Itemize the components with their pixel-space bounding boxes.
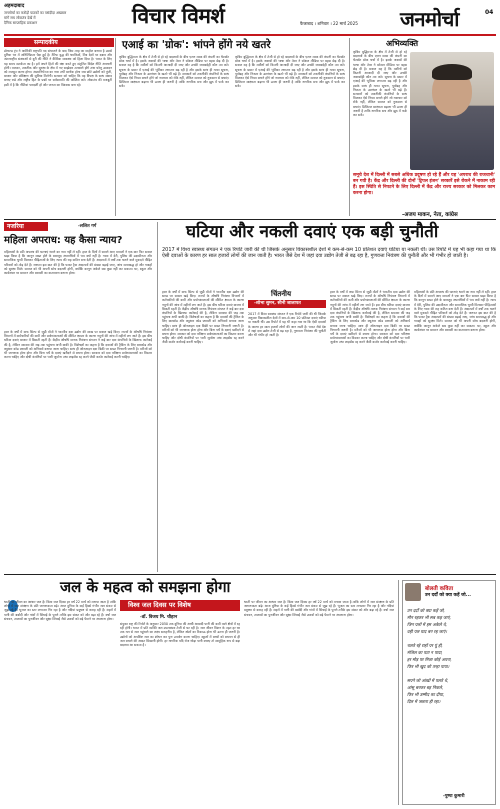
divider-4 bbox=[398, 580, 399, 805]
lead-body-col2: कृत्रिम बुद्धिमत्ता के क्षेत्र में तेजी से हो रहे बदलावों के बीच एलन मस्क की कंपनी का चैटबॉट ग्रोक चर्चा में है। इसके जवाबों की भाषा और तेवर ने सोशल मीडिया पर बहस छेड़ दी है। सवाल यह है कि मशीनों को कितनी आजादी दी जाए और उनकी जवाबदेही कौन तय करे। सूचना के प्रसार में एआई की भूमिका लगातार बढ़ रही है और इसके साथ ही गलत सूचना, पूर्वाग्रह और निजता के उल्लंघन के खतरे भी बढ़े हैं। सरकारों को तकनीकी कंपनियों के साथ मिलकर ऐसे नियम बनाने होंगे जो नवाचार को रोकें नहीं, लेकिन समाज को नुकसान से बचाएं। डिजिटल साक्षरता बढ़ाना भी उतना ही जरूरी है ताकि नागरिक सच और झूठ में फर्क कर सकें। bbox=[235, 55, 345, 89]
abhivyakti-side-text: कृत्रिम बुद्धिमत्ता के क्षेत्र में तेजी से हो रहे बदलावों के बीच एलन मस्क की कंपनी का चैटबॉट ग्रोक चर्चा में है। इसके जवाबों की भाषा और तेवर ने सोशल मीडिया पर बहस छेड़ दी है। सवाल यह है कि मशीनों को कितनी आजादी दी जाए और उनकी जवाबदेही कौन तय करे। सूचना के प्रसार में एआई की भूमिका लगातार बढ़ रही है और इसके साथ ही गलत सूचना, पूर्वाग्रह और निजता के उल्लंघन के खतरे भी बढ़े हैं। सरकारों को तकनीकी कंपनियों के साथ मिलकर ऐसे नियम बनाने होंगे जो नवाचार को रोकें नहीं, लेकिन समाज को नुकसान से बचाएं। डिजिटल साक्षरता बढ़ाना भी उतना ही जरूरी है ताकि नागरिक सच और झूठ में फर्क कर सकें। bbox=[353, 50, 407, 118]
feature-col-4: महिलाओं के प्रति अपराध की घटनाएं थमने का नाम नहीं ले रहीं। हाल के दिनों में सामने आए मामलों ने एक बार फिर सवाल खड़ा किया है कि कानून सख्त होने के बावजूद अपराधियों में भय क्यों नहीं है। न्याय में देरी, पुलिस की उदासीनता और सामाजिक चुप्पी मिलकर पीड़िताओं के लिए न्याय की राह कठिन बना देती हैं। अदालतों में वर्षों तक चलने वाले मुकदमे पीड़ित परिवारों को तोड़ देते हैं। जरूरत इस बात की है कि फास्ट ट्रैक अदालतों की संख्या बढ़ाई जाए, जांच समयबद्ध हो और गवाहों को सुरक्षा मिले। समाज को भी अपनी सोच बदलनी होगी, क्योंकि कानून अकेले सब कुछ नहीं कर सकता। घर, स्कूल और कार्यस्थल पर सम्मान और बराबरी का वातावरण बनाना होगा। bbox=[414, 290, 496, 332]
feature-col-1: हाल के वर्षों में कफ सिरप से जुड़ी मौतों ने भारतीय दवा उद्योग की साख पर सवाल खड़े किए। राज्यों के औषधि नियंत्रण विभागों में कर्मचारियों की कमी और प्रयोगशालाओं की सीमित क्षमता के कारण नमूनों की जांच में महीनों लग जाते हैं। इस बीच घटिया दवाएं बाजार में बिकती रहती हैं। केंद्रीय औषधि मानक नियंत्रण संगठन ने कई बार दवा कंपनियों के खिलाफ कार्रवाई की है, लेकिन समस्या की जड़ तक पहुंचना अभी बाकी है। विशेषज्ञों का कहना है कि दवाओं की ट्रैकिंग के लिए बारकोड और क्यूआर कोड प्रणाली को अनिवार्य बनाया जाना चाहिए। साथ ही ऑनलाइन दवा बिक्री पर सख्त निगरानी जरूरी है। मरीजों को भी जागरूक होना होगा और बिना पर्चे के दवाएं खरीदने से बचना होगा। सरकार को दवा परीक्षण प्रयोगशालाओं का विस्तार करना चाहिए और दोषी कंपनियों पर भारी जुर्माना तथा लाइसेंस रद्द करने जैसी कठोर कार्रवाई करनी चाहिए। bbox=[162, 290, 244, 345]
feature-column-label: चिंतनीय bbox=[271, 290, 292, 298]
portrait-image bbox=[410, 52, 494, 170]
poet-thumb bbox=[405, 583, 421, 601]
lead-title: एआई का 'ग्रोक': भांपने होंगे नये खतरे bbox=[122, 39, 271, 51]
najariya-body-more: हाल के वर्षों में कफ सिरप से जुड़ी मौतों ने भारतीय दवा उद्योग की साख पर सवाल खड़े किए। राज्यों के औषधि नियंत्रण विभागों में कर्मचारियों की कमी और प्रयोगशालाओं की सीमित क्षमता के कारण नमूनों की जांच में महीनों लग जाते हैं। इस बीच घटिया दवाएं बाजार में बिकती रहती हैं। केंद्रीय औषधि मानक नियंत्रण संगठन ने कई बार दवा कंपनियों के खिलाफ कार्रवाई की है, लेकिन समस्या की जड़ तक पहुंचना अभी बाकी है। विशेषज्ञों का कहना है कि दवाओं की ट्रैकिंग के लिए बारकोड और क्यूआर कोड प्रणाली को अनिवार्य बनाया जाना चाहिए। साथ ही ऑनलाइन दवा बिक्री पर सख्त निगरानी जरूरी है। मरीजों को भी जागरूक होना होगा और बिना पर्चे के दवाएं खरीदने से बचना होगा। सरकार को दवा परीक्षण प्रयोगशालाओं का विस्तार करना चाहिए और दोषी कंपनियों पर भारी जुर्माना तथा लाइसेंस रद्द करने जैसी कठोर कार्रवाई करनी चाहिए। bbox=[4, 330, 152, 360]
poem-label: बोलती कविता bbox=[425, 586, 454, 592]
poem-box bbox=[402, 580, 496, 805]
water-left-body: धरती पर जीवन का आधार जल है। विश्व जल दिवस हर वर्ष 22 मार्च को मनाया जाता है ताकि लोगों में जल संरक्षण के प्रति जागरूकता बढ़े। आज दुनिया के कई हिस्से गंभीर जल संकट से जूझ रहे हैं। भूजल का स्तर लगातार गिर रहा है और नदियां प्रदूषण से कराह रही हैं। शहरों में पानी की बर्बादी और गांवों में सिंचाई के पुराने तरीके इस संकट को और बढ़ा रहे हैं। वर्षा जल संचयन, तालाबों का पुनर्जीवन और सूक्ष्म सिंचाई जैसे उपायों को बड़े पैमाने पर अपनाना होगा। bbox=[4, 600, 116, 621]
feature-col-2: 2017 में विश्व स्वास्थ्य संगठन ने एक रिपोर्ट जारी की थी जिसके अनुसार विकासशील देशों में कम-से-कम 10 प्रतिशत दवाएं घटिया या नकली थीं। उस रिपोर्ट में यह भी कहा गया था कि ऐसी दवाओं के कारण हर साल हजारों लोगों की जान जाती है। भारत जैसे देश में जहां दवा उद्योग तेजी से बढ़ रहा है, गुणवत्ता नियंत्रण की चुनौती और भी गंभीर हो जाती है। bbox=[248, 312, 326, 338]
abhivyakti-label: अभिव्यक्ति bbox=[386, 39, 419, 48]
section-title: विचार विमर्श bbox=[132, 4, 225, 28]
divider-3 bbox=[157, 222, 158, 572]
water-right-body: धरती पर जीवन का आधार जल है। विश्व जल दिवस हर वर्ष 22 मार्च को मनाया जाता है ताकि लोगों में जल संरक्षण के प्रति जागरूकता बढ़े। आज दुनिया के कई हिस्से गंभीर जल संकट से जूझ रहे हैं। भूजल का स्तर लगातार गिर रहा है और नदियां प्रदूषण से कराह रही हैं। शहरों में पानी की बर्बादी और गांवों में सिंचाई के पुराने तरीके इस संकट को और बढ़ा रहे हैं। वर्षा जल संचयन, तालाबों का पुनर्जीवन और सूक्ष्म सिंचाई जैसे उपायों को बड़े पैमाने पर अपनाना होगा। bbox=[244, 600, 394, 617]
divider-1 bbox=[115, 38, 116, 216]
feature-intro: 2017 में विश्व स्वास्थ्य संगठन ने एक रिपोर्ट जारी की थी जिसके अनुसार विकासशील देशों में कम-से-कम 10 प्रतिशत दवाएं घटिया या नकली थीं। उस रिपोर्ट में यह भी कहा गया था कि ऐसी दवाओं के कारण हर साल हजारों लोगों की जान जाती है। भारत जैसे देश में जहां दवा उद्योग तेजी से बढ़ रहा है, गुणवत्ता नियंत्रण की चुनौती और भी गंभीर हो जाती है। bbox=[162, 247, 496, 260]
editorial-body: डोनाल्ड ट्रंप ने अमेरिकी राष्ट्रपति पद संभालने के बाद जिस तरह का माहौल बनाया है उससे दुनिया भर में अनिश्चितता पैदा हुई है। टैरिफ युद्ध की धमकियों, मित्र देशों पर दबाव और अंतरराष्ट्रीय संस्थाओं से दूरी की नीति ने वैश्विक व्यवस्था को हिला दिया है। भारत के लिए यह समय सतर्कता का है। हमें अपने हितों की रक्षा करते हुए संतुलित विदेश नीति अपनानी होगी। व्यापार, तकनीक और सुरक्षा के क्षेत्र में नए साझेदार तलाशने होंगे तथा घरेलू उत्पादन को मजबूत करना होगा। आत्मनिर्भरता का नारा तभी सार्थक होगा जब छोटे उद्योगों को पूंजी, बाजार और प्रशिक्षण की सुविधा मिलेगी। सरकार को चाहिए कि वह विपक्ष के साथ संवाद बनाए रखे और राष्ट्रीय हित के प्रश्नों पर सर्वसम्मति की कोशिश करे। लोकतंत्र की मजबूती इसी में है कि नीतियां पारदर्शी हों और जनता का विश्वास बना रहे। bbox=[4, 49, 112, 87]
lead-body-col1: कृत्रिम बुद्धिमत्ता के क्षेत्र में तेजी से हो रहे बदलावों के बीच एलन मस्क की कंपनी का चैटबॉट ग्रोक चर्चा में है। इसके जवाबों की भाषा और तेवर ने सोशल मीडिया पर बहस छेड़ दी है। सवाल यह है कि मशीनों को कितनी आजादी दी जाए और उनकी जवाबदेही कौन तय करे। सूचना के प्रसार में एआई की भूमिका लगातार बढ़ रही है और इसके साथ ही गलत सूचना, पूर्वाग्रह और निजता के उल्लंघन के खतरे भी बढ़े हैं। सरकारों को तकनीकी कंपनियों के साथ मिलकर ऐसे नियम बनाने होंगे जो नवाचार को रोकें नहीं, लेकिन समाज को नुकसान से बचाएं। डिजिटल साक्षरता बढ़ाना भी उतना ही जरूरी है ताकि नागरिक सच और झूठ में फर्क कर सकें। bbox=[119, 55, 229, 89]
date-line: फैजाबाद । शनिवार । 22 मार्च 2025 bbox=[300, 21, 358, 26]
poem-title: उन दर्दों को क्या कहें जो... bbox=[425, 593, 471, 598]
feature-title: घटिया और नकली दवाएं एक बड़ी चुनौती bbox=[186, 222, 439, 242]
feature-author-bar bbox=[248, 300, 326, 308]
section-rule-2 bbox=[4, 574, 496, 575]
feature-col-3: हाल के वर्षों में कफ सिरप से जुड़ी मौतों ने भारतीय दवा उद्योग की साख पर सवाल खड़े किए। राज्यों के औषधि नियंत्रण विभागों में कर्मचारियों की कमी और प्रयोगशालाओं की सीमित क्षमता के कारण नमूनों की जांच में महीनों लग जाते हैं। इस बीच घटिया दवाएं बाजार में बिकती रहती हैं। केंद्रीय औषधि मानक नियंत्रण संगठन ने कई बार दवा कंपनियों के खिलाफ कार्रवाई की है, लेकिन समस्या की जड़ तक पहुंचना अभी बाकी है। विशेषज्ञों का कहना है कि दवाओं की ट्रैकिंग के लिए बारकोड और क्यूआर कोड प्रणाली को अनिवार्य बनाया जाना चाहिए। साथ ही ऑनलाइन दवा बिक्री पर सख्त निगरानी जरूरी है। मरीजों को भी जागरूक होना होगा और बिना पर्चे के दवाएं खरीदने से बचना होगा। सरकार को दवा परीक्षण प्रयोगशालाओं का विस्तार करना चाहिए और दोषी कंपनियों पर भारी जुर्माना तथा लाइसेंस रद्द करने जैसी कठोर कार्रवाई करनी चाहिए। bbox=[330, 290, 410, 345]
water-tag: विश्व जल दिवस पर विशेष bbox=[120, 600, 240, 611]
najariya-title: महिला अपराध: यह कैसा न्याय? bbox=[4, 235, 123, 246]
portrait-hair bbox=[432, 64, 472, 80]
masthead-left-lines: जनमोर्चा का करोड़ों पाठकों का पसंदीदा अखबार मांगें सच लोकतंत्र देखें में दैनिक साप्ताहिक प्रकाशन bbox=[4, 11, 67, 25]
water-author: -डॉ. विजय मि. चौहान bbox=[140, 615, 178, 620]
page-number: 04 bbox=[485, 9, 494, 16]
section-rule-1 bbox=[4, 219, 496, 220]
paper-name: जनमोर्चा bbox=[400, 7, 459, 31]
poem-author: -पुष्पा कुमारी bbox=[443, 794, 465, 799]
water-mid-body: संयुक्त राष्ट्र की रिपोर्ट के अनुसार 2050 तक दुनिया की आधी आबादी पानी की कमी वाले क्षेत्रों में रह रही होगी। भारत में प्रति व्यक्ति जल उपलब्धता तेजी से घट रही है। जल जीवन मिशन के तहत हर घर तक नल से जल पहुंचाने का लक्ष्य सराहनीय है, लेकिन स्रोतों का टिकाऊ होना भी उतना ही जरूरी है। उद्योगों को अपशिष्ट जल का शोधन कर पुनः उपयोग करना चाहिए। स्कूलों में बच्चों को बचपन से ही जल बचाने की आदत सिखानी होगी। हर नागरिक यदि रोज थोड़ा पानी बचाए तो सामूहिक रूप से बड़ा बदलाव आ सकता है। bbox=[120, 622, 240, 648]
najariya-author: -ललित गर्ग bbox=[78, 224, 97, 229]
najariya-label: नजरिया bbox=[4, 222, 48, 231]
divider-2 bbox=[349, 38, 350, 216]
abhivyakti-quote: समूचे देश में दिल्ली में सबसे अधिक प्रदूषण हो रहे हैं और यह 'अपराध की राजधानी' बन गयी है। केंद्र और दिल्ली की दोनों 'ट्रिपल इंजन' सरकारें इसे रोकने में नाकाम रही हैं। इस स्थिति से निपटने के लिए दिल्ली में केंद्र और राज्य सरकार को मिलकर काम करना होगा। bbox=[353, 173, 495, 196]
abhivyakti-attribution: -अजय माकन, नेता, कांग्रेस bbox=[402, 212, 458, 218]
najariya-body: महिलाओं के प्रति अपराध की घटनाएं थमने का नाम नहीं ले रहीं। हाल के दिनों में सामने आए मामलों ने एक बार फिर सवाल खड़ा किया है कि कानून सख्त होने के बावजूद अपराधियों में भय क्यों नहीं है। न्याय में देरी, पुलिस की उदासीनता और सामाजिक चुप्पी मिलकर पीड़िताओं के लिए न्याय की राह कठिन बना देती हैं। अदालतों में वर्षों तक चलने वाले मुकदमे पीड़ित परिवारों को तोड़ देते हैं। जरूरत इस बात की है कि फास्ट ट्रैक अदालतों की संख्या बढ़ाई जाए, जांच समयबद्ध हो और गवाहों को सुरक्षा मिले। समाज को भी अपनी सोच बदलनी होगी, क्योंकि कानून अकेले सब कुछ नहीं कर सकता। घर, स्कूल और कार्यस्थल पर सम्मान और बराबरी का वातावरण बनाना होगा। bbox=[4, 250, 152, 276]
feature-author: -शोभा सुमन, सीनी जालापत bbox=[254, 301, 301, 306]
masthead-left-tag: अहमदाबाद bbox=[4, 3, 25, 9]
water-title: जल के महत्व को समझना होगा bbox=[60, 578, 231, 596]
poem-lines: उन दर्दों को क्या कहें जो, मौन रहकर भी सब कह जाएं, जिन पलों में हम अकेले थे, वही पल याद बन रह जाएं। चलते रहे राहों पर यूं ही, मंजिल का पता न पाया, हर मोड़ पर मिला कोई अपना, फिर भी खुद को तन्हा पाया। सपने जो आंखों में पलते थे, आंसू बनकर बह निकले, फिर भी उम्मीद का दीया, दिल में जलता ही रहा। bbox=[407, 608, 452, 704]
masthead-rule bbox=[4, 34, 496, 36]
editorial-label: सम्पादकीय bbox=[4, 38, 114, 47]
